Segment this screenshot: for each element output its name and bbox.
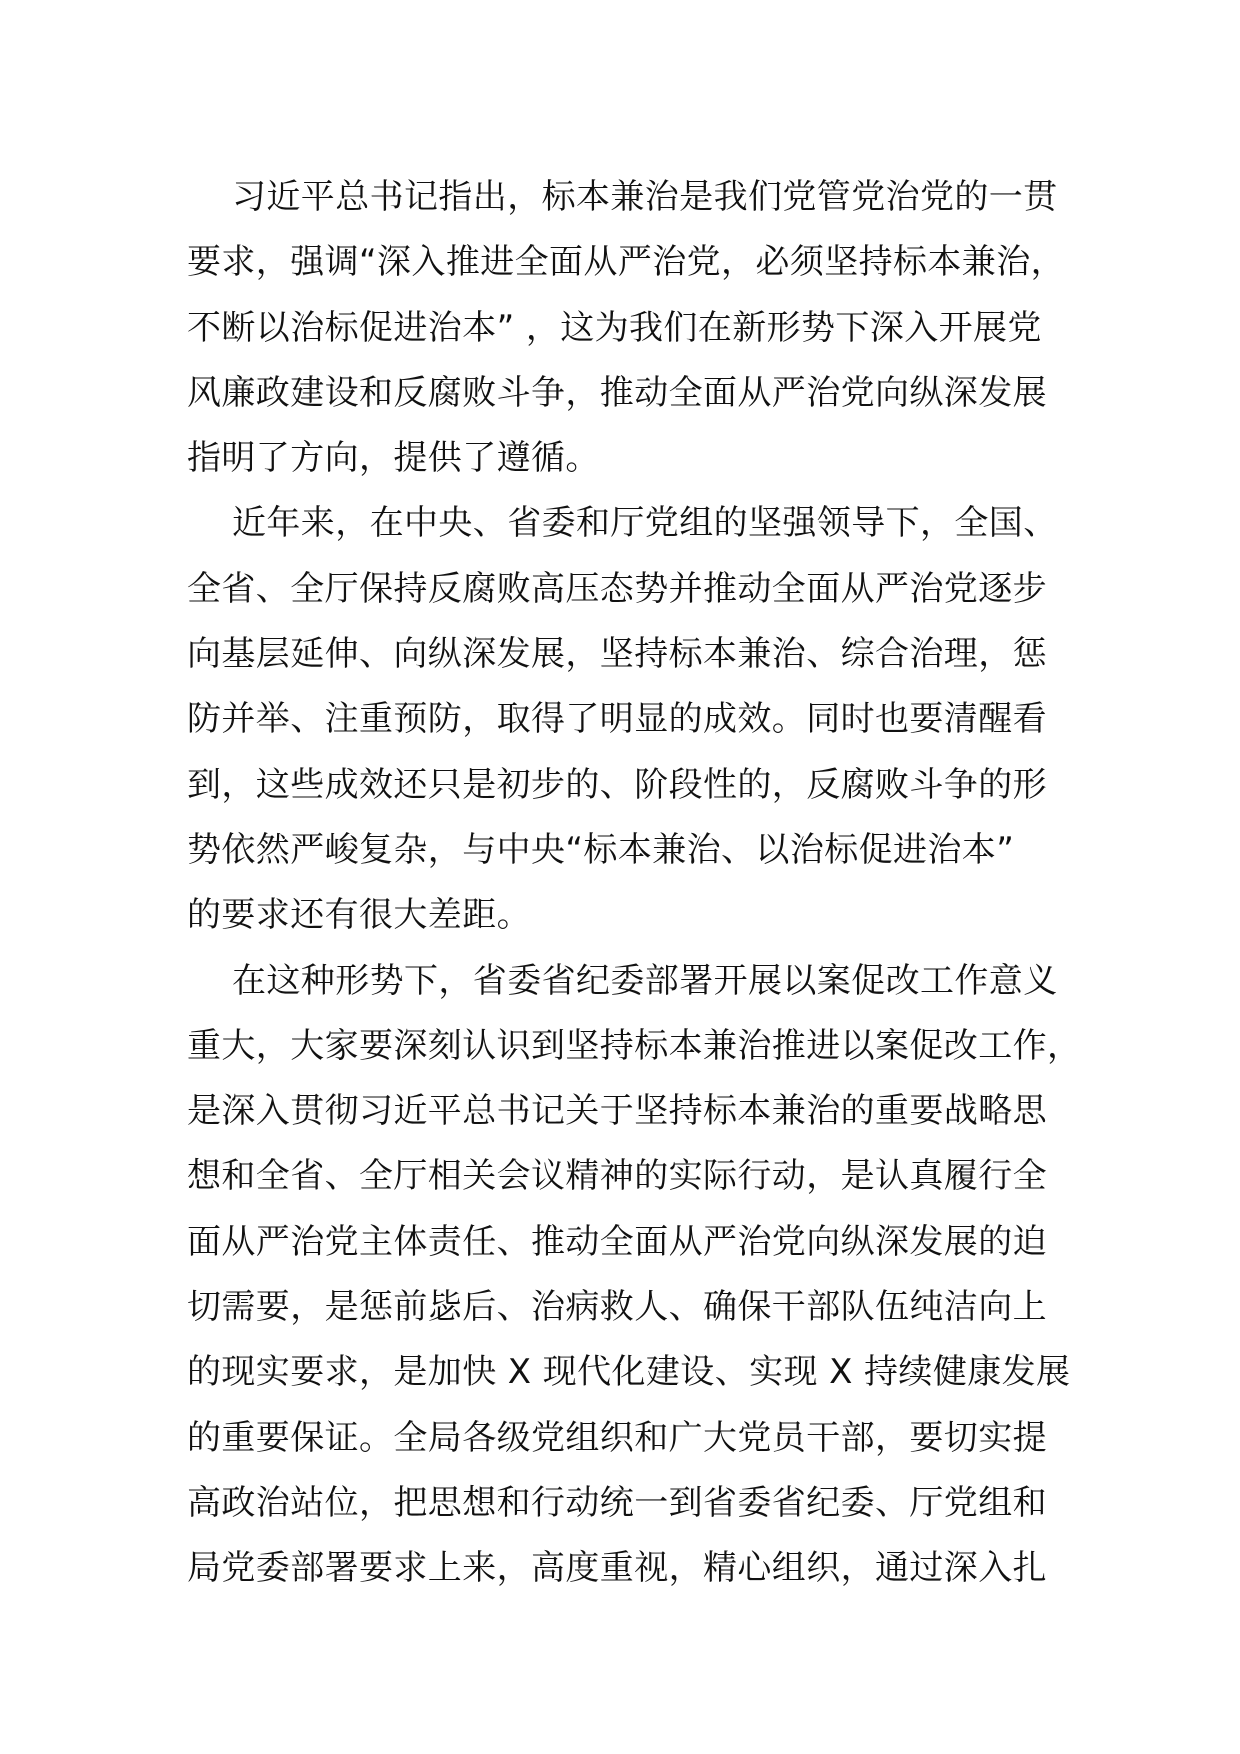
text-line: 高政治站位，把思想和行动统一到省委省纪委、厅党组和 (187, 1482, 1047, 1523)
text-line: 是深入贯彻习近平总书记关于坚持标本兼治的重要战略思 (187, 1091, 1047, 1132)
text-line: 指明了方向，提供了遵循。 (187, 438, 600, 479)
text-line: 近年来，在中央、省委和厅党组的坚强领导下，全国、 (232, 503, 1058, 544)
text-line: 局党委部署要求上来，高度重视，精心组织，通过深入扎 (187, 1548, 1047, 1589)
text-line: 风廉政建设和反腐败斗争，推动全面从严治党向纵深发展 (187, 372, 1047, 413)
text-line: 到，这些成效还只是初步的、阶段性的，反腐败斗争的形 (187, 764, 1047, 805)
text-line: 想和全省、全厅相关会议精神的实际行动，是认真履行全 (187, 1156, 1047, 1197)
text-line: 防并举、注重预防，取得了明显的成效。同时也要清醒看 (187, 699, 1047, 740)
text-line: 重大，大家要深刻认识到坚持标本兼治推进以案促改工作， (187, 1025, 1082, 1066)
text-line: 势依然严峻复杂，与中央“标本兼治、以治标促进治本” (187, 829, 1015, 870)
text-line: 的重要保证。全局各级党组织和广大党员干部，要切实提 (187, 1417, 1047, 1458)
paragraph-2 (187, 491, 1067, 948)
text-line: 不断以治标促进治本” ，这为我们在新形势下深入开展党 (187, 307, 1042, 348)
text-line: 切需要，是惩前毖后、治病救人、确保干部队伍纯洁向上 (187, 1287, 1047, 1328)
document-body (187, 165, 1082, 1602)
text-line: 全省、全厅保持反腐败高压态势并推动全面从严治党逐步 (187, 568, 1047, 609)
paragraph-1 (187, 165, 1067, 491)
text-line: 的现实要求，是加快 X 现代化建设、实现 X 持续健康发展 (187, 1352, 1071, 1393)
text-line: 面从严治党主体责任、推动全面从严治党向纵深发展的迫 (187, 1221, 1047, 1262)
paragraph-3 (187, 949, 1082, 1602)
text-line: 在这种形势下，省委省纪委部署开展以案促改工作意义 (232, 960, 1058, 1001)
text-line: 要求，强调“深入推进全面从严治党，必须坚持标本兼治， (187, 242, 1066, 283)
text-line: 向基层延伸、向纵深发展，坚持标本兼治、综合治理，惩 (187, 634, 1047, 675)
text-line: 的要求还有很大差距。 (187, 895, 531, 936)
text-line: 习近平总书记指出，标本兼治是我们党管党治党的一贯 (232, 177, 1058, 217)
